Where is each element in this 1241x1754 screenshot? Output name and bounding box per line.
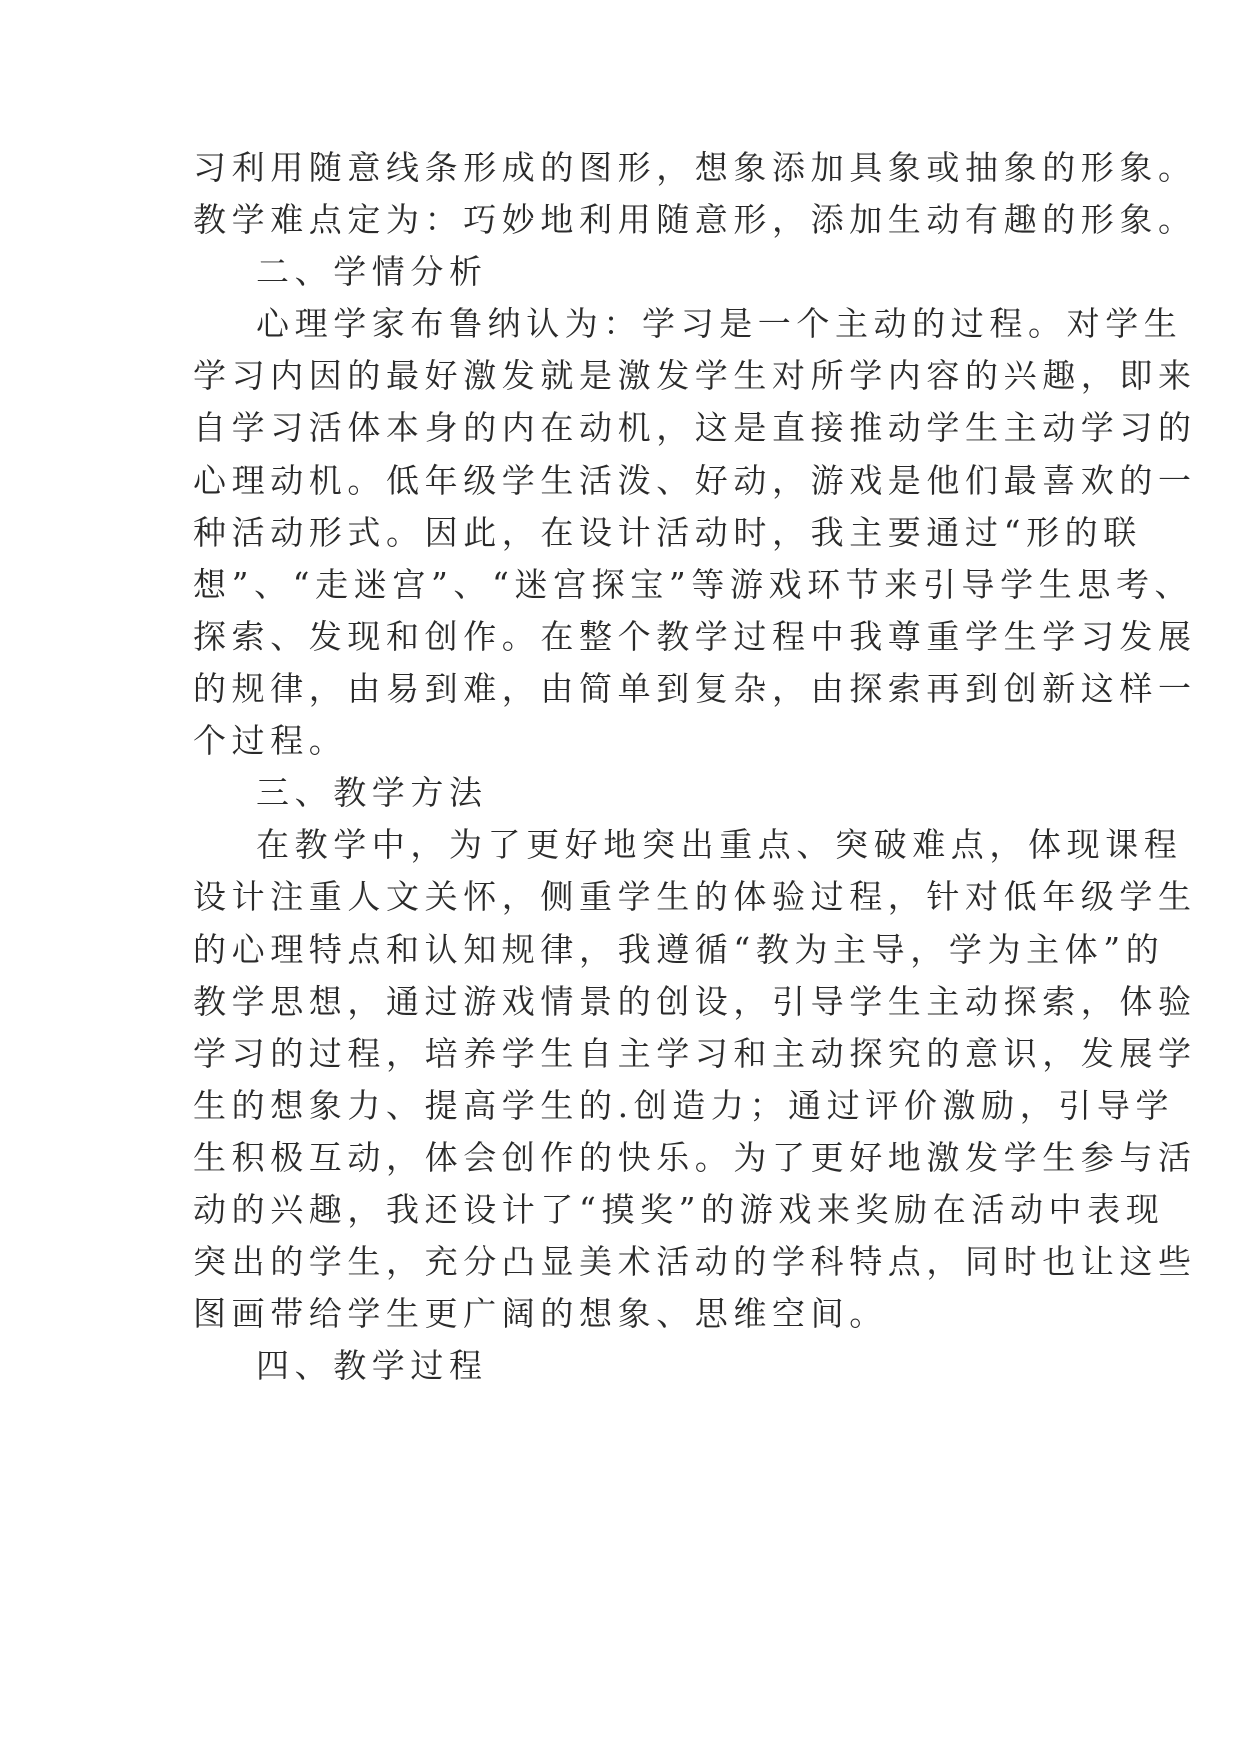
- paragraph-line: 动的兴趣，我还设计了“摸奖”的游戏来奖励在活动中表现: [193, 1190, 1165, 1229]
- paragraph-line: 个过程。: [193, 721, 348, 760]
- paragraph-line: 自学习活体本身的内在动机，这是直接推动学生主动学习的: [193, 408, 1197, 447]
- section-heading-teaching-methods: 三、教学方法: [256, 773, 488, 812]
- paragraph-line: 心理学家布鲁纳认为：学习是一个主动的过程。对学生: [256, 304, 1183, 343]
- paragraph-line: 教学思想，通过游戏情景的创设，引导学生主动探索，体验: [193, 982, 1197, 1021]
- paragraph-line: 在教学中，为了更好地突出重点、突破难点，体现课程: [256, 825, 1183, 864]
- paragraph-line: 生的想象力、提高学生的.创造力；通过评价激励，引导学: [193, 1086, 1175, 1125]
- paragraph-line: 突出的学生，充分凸显美术活动的学科特点，同时也让这些: [193, 1242, 1197, 1281]
- section-heading-student-analysis: 二、学情分析: [256, 252, 488, 291]
- paragraph-line: 图画带给学生更广阔的想象、思维空间。: [193, 1294, 888, 1333]
- paragraph-line: 的心理特点和认知规律，我遵循“教为主导，学为主体”的: [193, 930, 1165, 969]
- paragraph-line: 探索、发现和创作。在整个教学过程中我尊重学生学习发展: [193, 617, 1197, 656]
- paragraph-line: 学习的过程，培养学生自主学习和主动探究的意识，发展学: [193, 1034, 1197, 1073]
- paragraph-line: 教学难点定为：巧妙地利用随意形，添加生动有趣的形象。: [193, 200, 1197, 239]
- paragraph-line: 习利用随意线条形成的图形，想象添加具象或抽象的形象。: [193, 148, 1197, 187]
- paragraph-line: 生积极互动，体会创作的快乐。为了更好地激发学生参与活: [193, 1138, 1197, 1177]
- paragraph-line: 的规律，由易到难，由简单到复杂，由探索再到创新这样一: [193, 669, 1197, 708]
- paragraph-line: 设计注重人文关怀，侧重学生的体验过程，针对低年级学生: [193, 877, 1197, 916]
- paragraph-line: 心理动机。低年级学生活泼、好动，游戏是他们最喜欢的一: [193, 461, 1197, 500]
- paragraph-line: 学习内因的最好激发就是激发学生对所学内容的兴趣，即来: [193, 356, 1197, 395]
- paragraph-line: 种活动形式。因此，在设计活动时，我主要通过“形的联: [193, 513, 1142, 552]
- paragraph-line: 想”、“走迷宫”、“迷宫探宝”等游戏环节来引导学生思考、: [193, 565, 1194, 604]
- section-heading-teaching-process: 四、教学过程: [256, 1346, 488, 1385]
